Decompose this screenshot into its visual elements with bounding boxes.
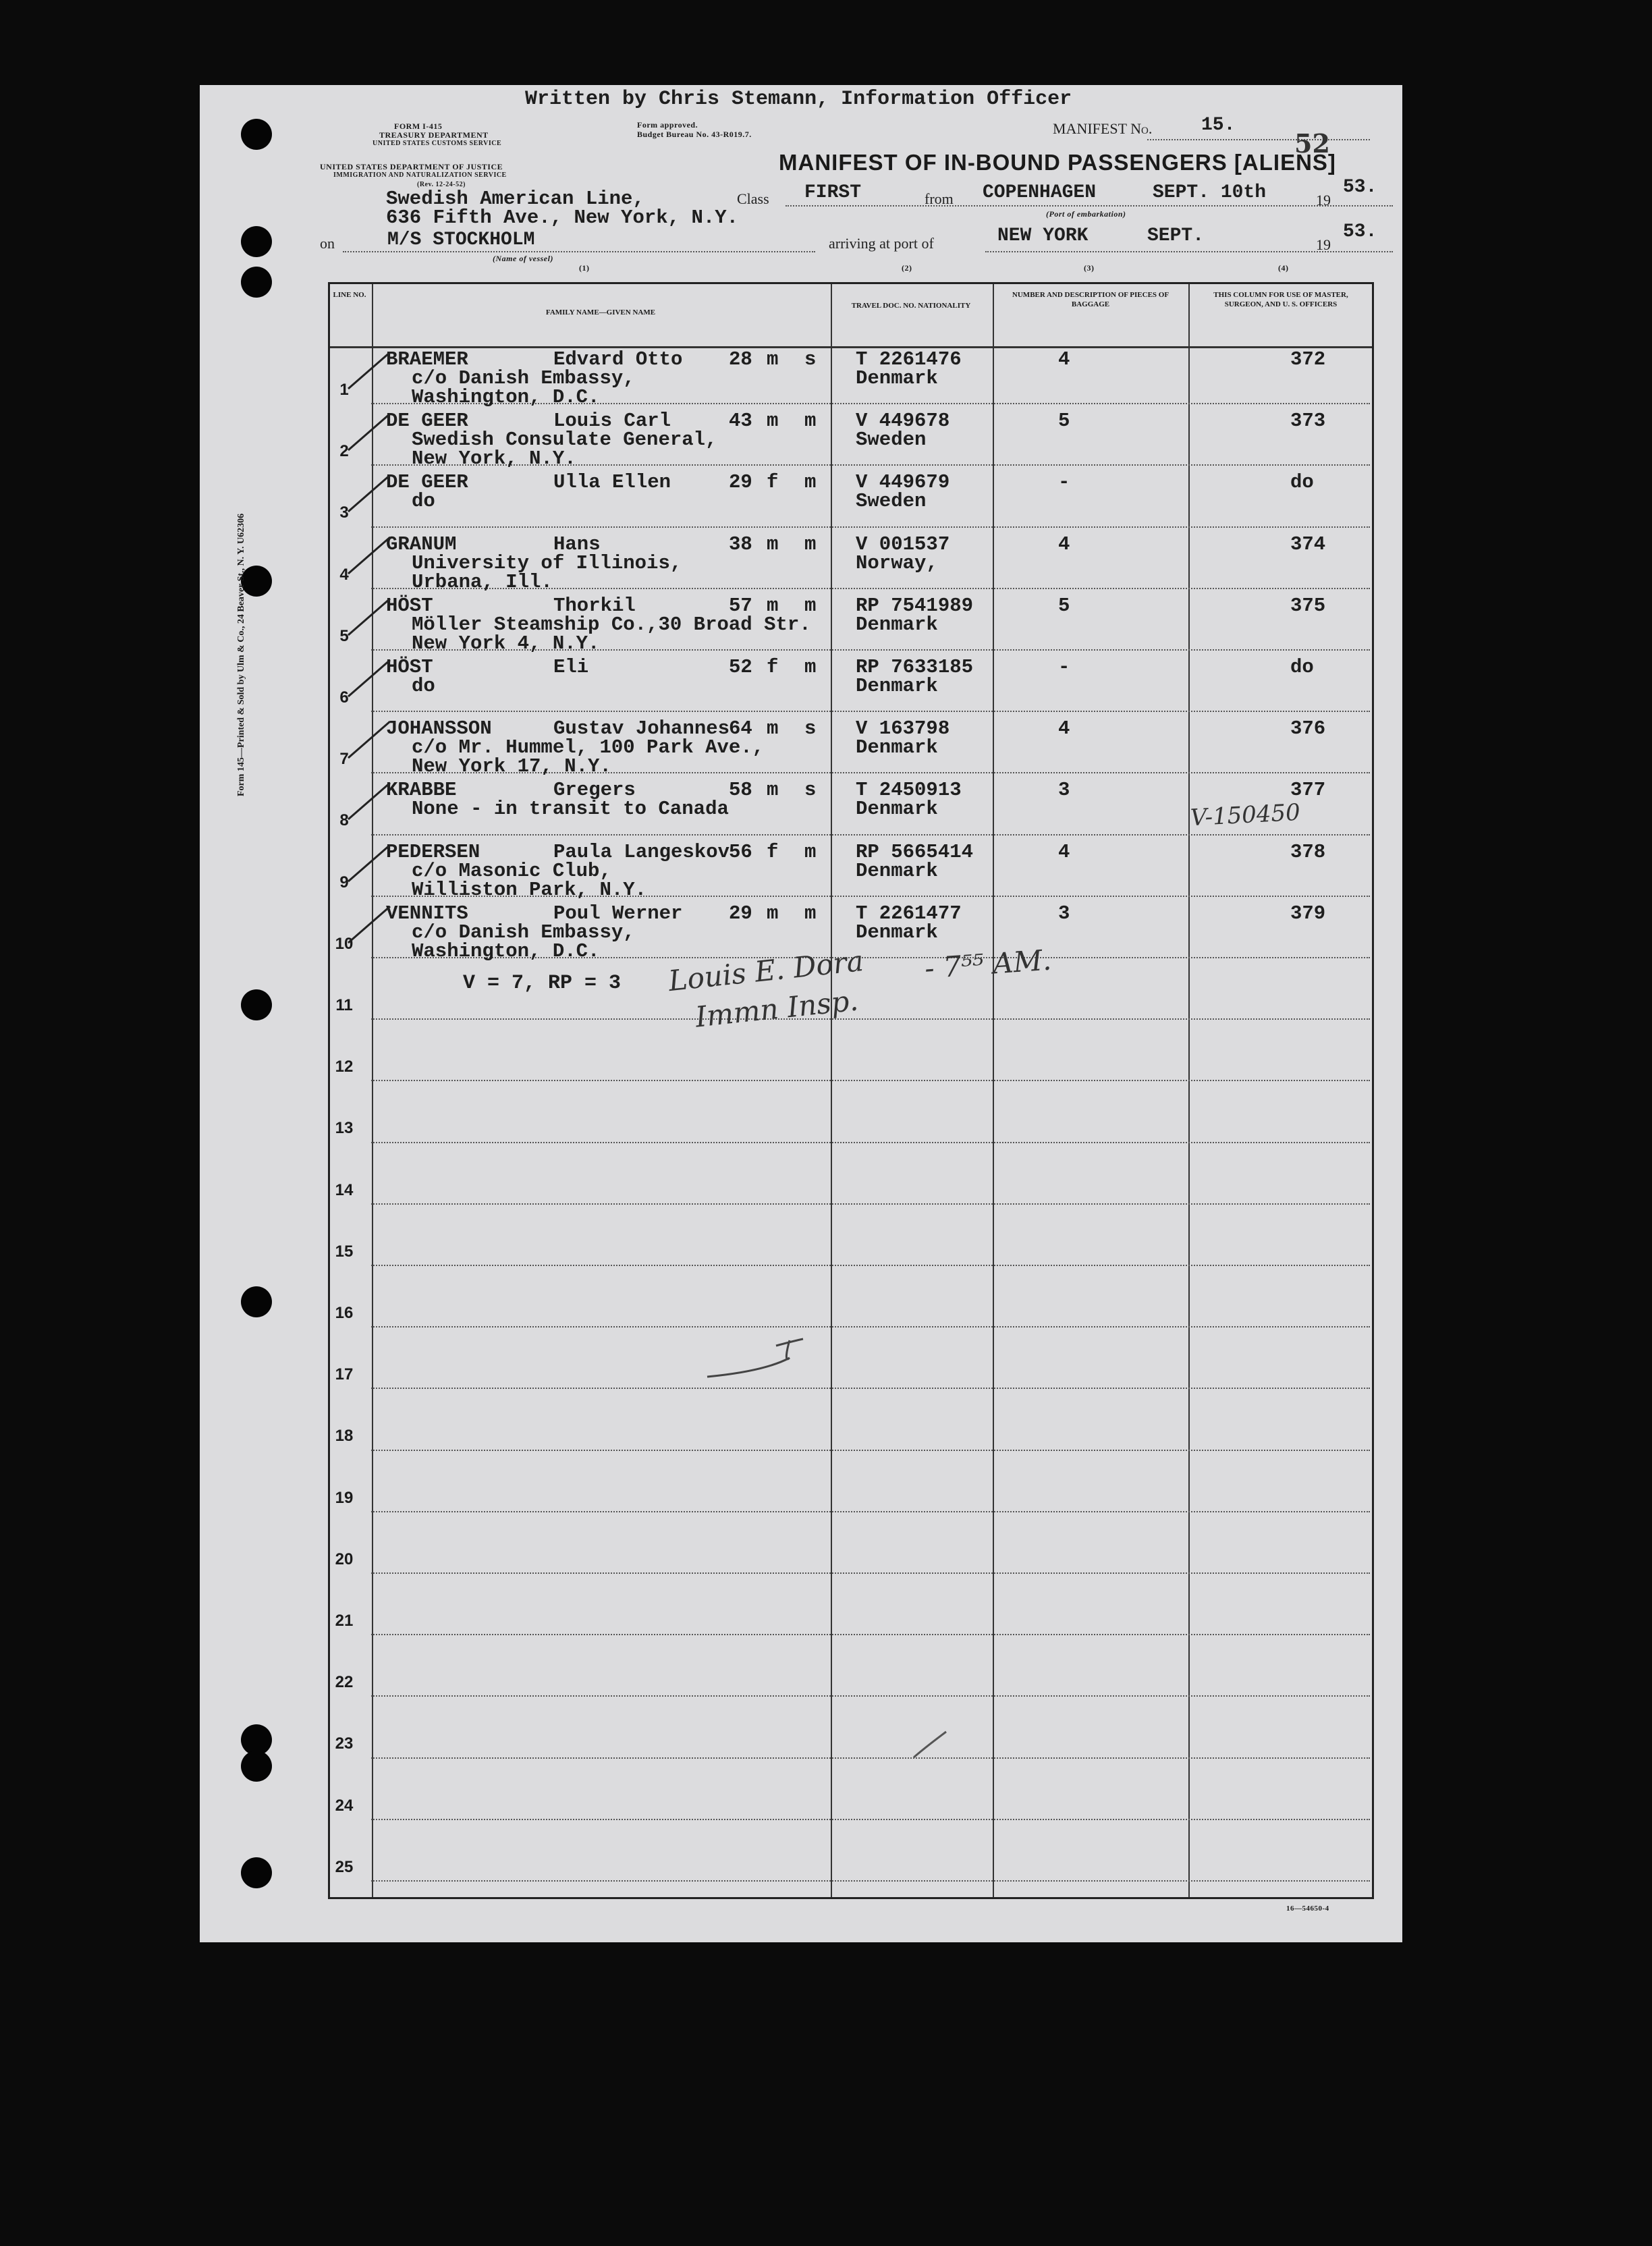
nationality: Denmark (856, 859, 938, 882)
visa-summary: V = 7, RP = 3 (463, 972, 622, 995)
passenger-address-line-1: c/o Danish Embassy, (412, 367, 635, 389)
check-mark-icon (346, 717, 393, 765)
check-mark-icon (346, 410, 393, 457)
passenger-given-name: Ulla Ellen (553, 471, 671, 494)
binder-hole (241, 267, 272, 298)
passenger-family-name: KRABBE (386, 779, 457, 802)
row-number: 22 (335, 1673, 354, 1692)
row-number: 9 (339, 873, 349, 892)
year-1: 53. (1343, 177, 1377, 198)
page-number: 52 (1294, 128, 1330, 159)
officer-number: do (1290, 471, 1314, 494)
passenger-family-name: DE GEER (386, 410, 468, 433)
passenger-address-line-2: Washington, D.C. (412, 939, 600, 962)
baggage-count: 3 (1058, 779, 1070, 802)
baggage-count: 4 (1058, 840, 1070, 863)
passenger-age: 28 (729, 348, 752, 371)
officer-number: 373 (1290, 410, 1326, 433)
row-number: 6 (339, 688, 349, 707)
officer-number: 374 (1290, 532, 1326, 555)
passenger-family-name: PEDERSEN (386, 840, 480, 863)
passenger-sex: m (767, 532, 779, 555)
passenger-sex: f (767, 471, 779, 494)
nationality: Denmark (856, 736, 938, 759)
passenger-marital-status: m (804, 410, 817, 433)
column-header-officers: THIS COLUMN FOR USE OF MASTER, SURGEON, AND U. S. OFFICERS (1213, 291, 1348, 308)
passenger-sex: m (767, 348, 779, 371)
row-rule (371, 1757, 1370, 1759)
passenger-given-name: Hans (553, 532, 601, 555)
passenger-family-name: VENNITS (386, 902, 468, 925)
passenger-age: 58 (729, 779, 752, 802)
row-rule (371, 711, 1370, 712)
passenger-given-name: Eli (553, 656, 589, 678)
class-label: Class (737, 190, 769, 207)
arriving-label: arriving at port of (829, 235, 934, 252)
nationality: Sweden (856, 429, 927, 451)
passenger-sex: m (767, 717, 779, 740)
treasury-department: TREASURY DEPARTMENT (379, 130, 489, 140)
baggage-count: 4 (1058, 348, 1070, 371)
side-printer-note: Form 145—Printed & Sold by Ulm & Co., 24 Beaver St., N. Y. U62306 (236, 513, 246, 796)
row-number: 19 (335, 1488, 354, 1507)
from-date: SEPT. 10th (1153, 182, 1267, 203)
vessel-name: M/S STOCKHOLM (387, 229, 535, 250)
shipping-line-address: 636 Fifth Ave., New York, N.Y. (386, 207, 739, 229)
passenger-family-name: GRANUM (386, 532, 457, 555)
binder-hole (241, 119, 272, 150)
passenger-age: 64 (729, 717, 752, 740)
passenger-sex: m (767, 410, 779, 433)
passenger-given-name: Thorkil (553, 594, 636, 617)
passenger-given-name: Gustav Johannes (553, 717, 730, 740)
year-2: 53. (1343, 221, 1377, 242)
passenger-address-line-1: Möller Steamship Co.,30 Broad Str. (412, 613, 811, 636)
handwritten-visa-note: V-150450 (1190, 798, 1301, 832)
nationality: Denmark (856, 367, 938, 389)
row-number: 2 (339, 442, 349, 461)
passenger-address-line-2: Williston Park, N.Y. (412, 878, 647, 901)
customs-service: UNITED STATES CUSTOMS SERVICE (373, 140, 502, 147)
travel-document-number: RP 5665414 (856, 840, 974, 863)
row-rule (371, 1142, 1370, 1143)
travel-document-number: V 001537 (856, 532, 950, 555)
passenger-address-line-2: Washington, D.C. (412, 386, 600, 408)
on-label: on (320, 235, 335, 252)
check-mark-icon (346, 533, 393, 580)
column-number-1: (1) (579, 263, 590, 273)
row-rule (371, 1265, 1370, 1266)
from-label: from (925, 190, 954, 207)
row-rule (371, 1080, 1370, 1081)
baggage-count: 4 (1058, 532, 1070, 555)
row-number: 20 (335, 1550, 354, 1568)
passenger-given-name: Poul Werner (553, 902, 683, 925)
baggage-count: 3 (1058, 902, 1070, 925)
passenger-age: 57 (729, 594, 752, 617)
passenger-address-line-1: do (412, 675, 435, 697)
row-rule (371, 1203, 1370, 1205)
officer-number: 372 (1290, 348, 1326, 371)
row-number: 24 (335, 1796, 354, 1815)
travel-document-number: RP 7541989 (856, 594, 974, 617)
nationality: Denmark (856, 798, 938, 821)
check-mark-icon (346, 779, 393, 826)
passenger-family-name: HÖST (386, 594, 433, 617)
row-number: 16 (335, 1304, 354, 1322)
row-number: 14 (335, 1180, 354, 1199)
officer-number: 378 (1290, 840, 1326, 863)
passenger-age: 29 (729, 471, 752, 494)
column-header-line-no: LINE NO. (333, 291, 366, 299)
passenger-sex: f (767, 656, 779, 678)
passenger-family-name: JOHANSSON (386, 717, 492, 740)
passenger-family-name: HÖST (386, 656, 433, 678)
passenger-age: 52 (729, 656, 752, 678)
passenger-address-line-2: New York 4, N.Y. (412, 632, 600, 655)
officer-number: 375 (1290, 594, 1326, 617)
baggage-count: 5 (1058, 410, 1070, 433)
passenger-sex: m (767, 902, 779, 925)
column-header-baggage: NUMBER AND DESCRIPTION OF PIECES OF BAGGAGE (1012, 291, 1169, 308)
binder-hole (241, 226, 272, 257)
passenger-address-line-2: New York 17, N.Y. (412, 755, 611, 778)
row-number: 13 (335, 1119, 354, 1138)
row-rule (371, 1326, 1370, 1327)
travel-document-number: T 2261476 (856, 348, 962, 371)
passenger-age: 29 (729, 902, 752, 925)
immigration-service: IMMIGRATION AND NATURALIZATION SERVICE (333, 171, 507, 179)
check-mark-icon (346, 841, 393, 888)
footer-code: 16—54650-4 (1286, 1905, 1329, 1913)
nationality: Denmark (856, 613, 938, 636)
passenger-sex: f (767, 840, 779, 863)
passenger-given-name: Gregers (553, 779, 636, 802)
travel-document-number: V 449678 (856, 410, 950, 433)
baggage-count: - (1058, 656, 1070, 678)
officer-number: 377 (1290, 779, 1326, 802)
vessel-caption: (Name of vessel) (493, 254, 553, 263)
row-number: 10 (335, 934, 354, 953)
port-caption: (Port of embarkation) (1046, 209, 1126, 219)
top-note: Written by Chris Stemann, Information Officer (525, 88, 1072, 111)
vessel-line (343, 251, 815, 252)
travel-document-number: V 449679 (856, 471, 950, 494)
check-mark-icon (346, 348, 393, 395)
passenger-given-name: Paula Langeskov (553, 840, 730, 863)
passenger-sex: m (767, 779, 779, 802)
row-number: 5 (339, 626, 349, 645)
row-number: 4 (339, 565, 349, 584)
check-mark-icon (346, 656, 393, 703)
passenger-address-line-1: None - in transit to Canada (412, 798, 729, 821)
baggage-count: - (1058, 471, 1070, 494)
passenger-marital-status: m (804, 471, 817, 494)
check-mark-icon (346, 471, 393, 518)
baggage-count: 4 (1058, 717, 1070, 740)
passenger-address-line-1: do (412, 490, 435, 513)
nationality: Denmark (856, 921, 938, 943)
manifest-number: 15. (1201, 115, 1236, 136)
arriving-date: SEPT. (1147, 225, 1205, 246)
passenger-marital-status: m (804, 902, 817, 925)
passenger-address-line-2: New York, N.Y. (412, 447, 576, 470)
row-rule (371, 1634, 1370, 1635)
row-number: 7 (339, 750, 349, 769)
passenger-marital-status: s (804, 348, 817, 371)
shipping-line-name: Swedish American Line, (386, 188, 644, 210)
row-rule (371, 1572, 1370, 1574)
check-mark-icon (346, 595, 393, 642)
passenger-family-name: BRAEMER (386, 348, 468, 371)
row-number: 12 (335, 1058, 354, 1076)
row-rule (371, 1880, 1370, 1882)
row-number: 23 (335, 1734, 354, 1753)
passenger-family-name: DE GEER (386, 471, 468, 494)
baggage-count: 5 (1058, 594, 1070, 617)
row-rule (371, 834, 1370, 836)
arriving-line (985, 251, 1393, 252)
passenger-address-line-1: Swedish Consulate General, (412, 429, 717, 451)
passenger-address-line-1: c/o Danish Embassy, (412, 921, 635, 943)
passenger-address-line-1: c/o Masonic Club, (412, 859, 611, 882)
class-value: FIRST (804, 182, 862, 203)
officer-number: 379 (1290, 902, 1326, 925)
column-number-4: (4) (1278, 263, 1289, 273)
passenger-table (328, 282, 1374, 1899)
inspector-signature: Louis E. Dora (667, 943, 865, 998)
passenger-address-line-1: University of Illinois, (412, 551, 682, 574)
row-number: 18 (335, 1427, 354, 1446)
binder-hole (241, 1857, 272, 1888)
check-mark-icon (346, 902, 393, 950)
row-number: 3 (339, 503, 349, 522)
from-port: COPENHAGEN (983, 182, 1097, 203)
inspector-title: Immn Insp. (694, 983, 860, 1034)
form-number: FORM I-415 (394, 121, 443, 131)
passenger-sex: m (767, 594, 779, 617)
nationality: Sweden (856, 490, 927, 513)
passenger-age: 38 (729, 532, 752, 555)
row-rule (371, 1388, 1370, 1389)
binder-hole (241, 1286, 272, 1317)
row-rule (371, 1018, 1370, 1020)
class-line (786, 205, 1393, 207)
row-number: 11 (335, 996, 353, 1014)
passenger-given-name: Edvard Otto (553, 348, 683, 371)
nationality: Norway, (856, 551, 938, 574)
pen-stroke (911, 1728, 952, 1761)
travel-document-number: T 2450913 (856, 779, 962, 802)
passenger-marital-status: m (804, 656, 817, 678)
binder-hole (241, 1751, 272, 1782)
travel-document-number: RP 7633185 (856, 656, 974, 678)
arriving-port: NEW YORK (997, 225, 1089, 246)
row-rule (371, 1511, 1370, 1512)
row-number: 8 (339, 811, 349, 830)
passenger-address-line-2: Urbana, Ill. (412, 570, 553, 593)
row-rule (371, 526, 1370, 528)
budget-bureau: Budget Bureau No. 43-R019.7. (637, 130, 752, 139)
passenger-age: 56 (729, 840, 752, 863)
travel-document-number: T 2261477 (856, 902, 962, 925)
form-approved: Form approved. (637, 120, 698, 130)
form-revision: (Rev. 12-24-52) (417, 181, 466, 188)
row-number: 17 (335, 1365, 354, 1384)
passenger-age: 43 (729, 410, 752, 433)
row-number: 21 (335, 1612, 354, 1630)
row-number: 1 (339, 381, 349, 399)
column-number-2: (2) (902, 263, 912, 273)
nationality: Denmark (856, 675, 938, 697)
passenger-given-name: Louis Carl (553, 410, 671, 433)
manifest-label: MANIFEST No. (1053, 120, 1153, 137)
row-rule (371, 1695, 1370, 1697)
passenger-marital-status: s (804, 717, 817, 740)
row-number: 15 (335, 1242, 354, 1261)
column-header-travel-doc: TRAVEL DOC. NO. NATIONALITY (851, 302, 971, 310)
manifest-title: MANIFEST OF IN-BOUND PASSENGERS [ALIENS] (779, 150, 1336, 175)
passenger-marital-status: m (804, 532, 817, 555)
year-prefix-1: 19 (1316, 192, 1331, 209)
pen-mark (702, 1336, 810, 1390)
row-rule (371, 1819, 1370, 1820)
manifest-number-line (1147, 139, 1370, 140)
department-of-justice: UNITED STATES DEPARTMENT OF JUSTICE (320, 162, 503, 171)
passenger-address-line-1: c/o Mr. Hummel, 100 Park Ave., (412, 736, 765, 759)
inspection-time: - 7⁵⁵ AM. (923, 943, 1053, 985)
officer-number: 376 (1290, 717, 1326, 740)
binder-hole (241, 989, 272, 1020)
row-rule (371, 1450, 1370, 1451)
column-number-3: (3) (1084, 263, 1095, 273)
row-number: 25 (335, 1857, 354, 1876)
travel-document-number: V 163798 (856, 717, 950, 740)
officer-number: do (1290, 656, 1314, 678)
passenger-marital-status: s (804, 779, 817, 802)
passenger-marital-status: m (804, 840, 817, 863)
passenger-marital-status: m (804, 594, 817, 617)
column-header-name: FAMILY NAME—GIVEN NAME (545, 308, 656, 317)
year-prefix-2: 19 (1316, 236, 1331, 253)
